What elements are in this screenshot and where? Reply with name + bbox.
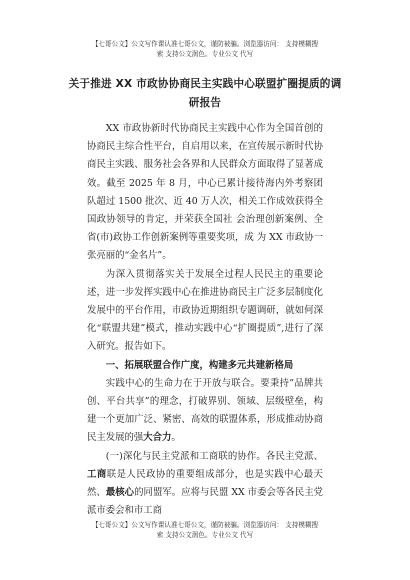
- bold-text: 最核心: [105, 487, 135, 499]
- bold-text: 工商: [87, 468, 107, 480]
- paragraph-text: 联是人民政协的重要组成部分，也是实践中心最天然、: [87, 468, 323, 499]
- paragraph-subsection-1: [87, 448, 323, 521]
- footer-watermark-banner: [0, 521, 410, 540]
- paragraph-text: 实践中心的生命力在于开放与联合。要秉持”品牌共创、平台共享”的理念，打破界别、领域、层级壁垒，构建一个更加广泛、紧密、高效的联盟体系，形成推动协商民主发展的强: [87, 377, 323, 444]
- paragraph-text: 的同盟军。应将与民盟 XX 市委会等各民主党派市委会和市工商: [87, 487, 323, 517]
- banner-line-2: 索 支持公文润色。专业公文 代写: [156, 530, 254, 539]
- paragraph-text: (一)深化与民主党派和工商联的协作。各民主党派、: [105, 450, 323, 462]
- document-title: 关于推进 XX 市政协协商民主实践中心联盟扩圈提质的调研报告: [68, 78, 342, 109]
- paragraph-intro: XX 市政协新时代协商民主实践中心作为全国首创的协商民主综合性平台，自启用以来，在宣传展示新时代协商民主实践、服务社会各界和人民群众方面取得了显著成效。截至 2025 年 8 月，中心已累计接待海内外考察团队超过 1500 批次、近 40 万人次，相关工作成效获得全国政协领导的肯定，并荣获全国社 会治理创新案例、全省(市)政协工作创新案例等重要奖项，成 为 XX 市政协一张亮丽的“金名片”。: [87, 123, 323, 262]
- paragraph-text: 。: [171, 432, 181, 444]
- paragraph-background: 为深入贯彻落实关于发展全过程人民民主的重要论述，进一步发挥实践中心在推进协商民主广泛多层制度化发展中的平台作用，市政协近期组织专题调研，就如何深化“联盟共建”模式，推动实践中心“扩圈提质”,进行了深入研究。报告如下。: [87, 268, 323, 353]
- paragraph-section1-intro: [87, 375, 323, 448]
- section-heading-1: 一、拓展联盟合作广度，构建多元共建新格局: [105, 359, 294, 371]
- banner-line-2: 索 支持公文润色。专业公文 代写: [156, 49, 254, 58]
- banner-line-1: 【七哥公文】公文写作课认准七哥公文，谨防被骗。浏览器访问： 支持模糊搜: [91, 521, 319, 529]
- document-body: [87, 120, 323, 520]
- header-watermark-banner: [0, 40, 410, 59]
- bold-text: 大合力: [143, 432, 172, 444]
- banner-line-1: 【七哥公文】公文写作课认准七哥公文，谨防被骗。浏览器访问： 支持模糊搜: [91, 40, 319, 48]
